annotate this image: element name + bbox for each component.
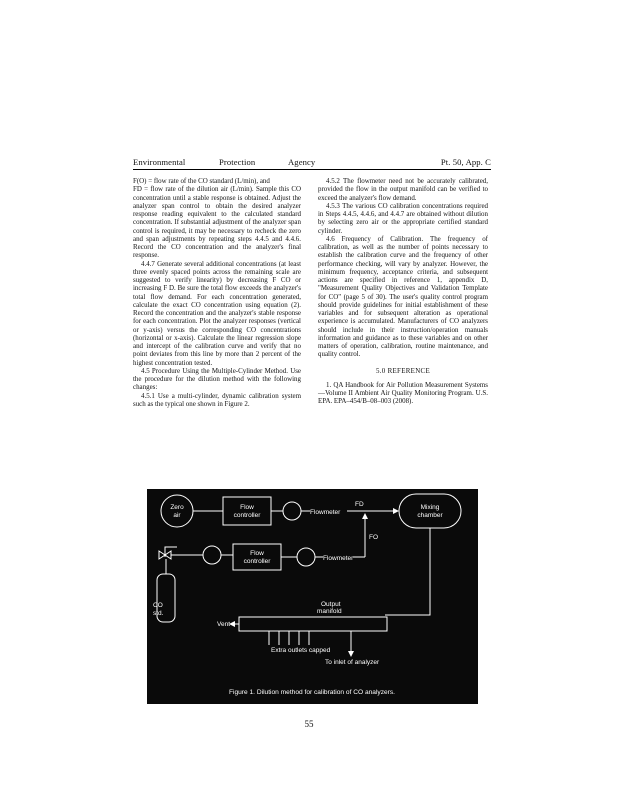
paragraph: FD = flow rate of the dilution air (L/min). Sample this CO concentration until a stable response is obtained. Adjust the analyzer span control to obtain the desired analyzer response reading equivalent to the calculated standard concentration. If substantial adjustment of the analyzer span control is required, it may be necessary to recheck the zero and span adjustments by repeating steps 4.4.5 and 4.4.6. Record the CO concentration and the analyzer's final response.	[133, 185, 301, 260]
flow-controller-label: controller	[233, 512, 261, 519]
valve-bottom-left	[203, 546, 221, 564]
mixing-chamber	[399, 494, 461, 528]
running-header	[133, 156, 491, 170]
paragraph: 4.5 Procedure Using the Multiple-Cylinder Method. Use the procedure for the dilution method with the following changes:	[133, 366, 301, 392]
paragraph: 4.5.3 The various CO calibration concentrations required in Steps 4.4.5, 4.4.6, and 4.4.7 are obtained without dilution by selecting zero air or the appropriate certified standard cylinder.	[318, 201, 488, 235]
output-manifold-label: manifold	[317, 608, 342, 615]
mixing-chamber-label: Mixing	[420, 504, 440, 511]
paragraph: F(O) = flow rate of the CO standard (L/min), and	[133, 177, 270, 185]
header-part-ref: Pt. 50, App. C	[440, 157, 491, 167]
paragraph: 4.6 Frequency of Calibration. The frequency of calibration, as well as the number of points necessary to establish the calibration curve and the frequency of other performance checking, will vary by analyzer. However, the minimum frequency, acceptance criteria, and subsequent actions are specified in reference 1, appendix D, "Measurement Quality Objectives and Validation Template for CO" (page 5 of 30). The user's quality control program should provide guidelines for initial establishment of these variables and for subsequent alteration as operational experience is accumulated. Manufacturers of CO analyzers should include in their instruction/operation manuals information and guidance as to these variables and on other matters of operation, calibration, routine maintenance, and quality control.	[318, 234, 488, 359]
co-std-label: CO	[153, 602, 163, 609]
flowmeter-bottom-label: Flowmeter	[323, 555, 354, 562]
reference-item: 1. QA Handbook for Air Pollution Measurement Systems—Volume II Ambient Air Quality Monitoring Program. U.S. EPA. EPA–454/B–08–003 (2008).	[318, 380, 488, 406]
flow-controller-label: Flow	[250, 550, 264, 557]
output-manifold	[239, 617, 387, 631]
valve-bottom	[297, 548, 315, 566]
zero-air-source	[161, 495, 193, 527]
right-text-column	[318, 177, 488, 406]
page-number: 55	[304, 719, 314, 729]
header-word-1: Environmental	[133, 157, 186, 167]
co-std-label: std.	[153, 610, 164, 617]
flow-controller-label: controller	[243, 558, 271, 565]
header-word-3: Agency	[288, 157, 316, 167]
header-word-2: Protection	[219, 157, 256, 167]
output-manifold-label: Output	[321, 601, 341, 608]
to-inlet-label: To inlet of analyzer	[325, 659, 380, 666]
fd-label: FD	[355, 501, 364, 508]
references-heading: 5.0 REFERENCE	[375, 366, 430, 375]
vent-label: Vent	[217, 621, 231, 628]
fo-label: FO	[369, 534, 379, 541]
zero-air-label: air	[173, 512, 181, 519]
valve-top	[283, 502, 301, 520]
flow-controller-top	[223, 497, 271, 525]
left-text-column	[133, 177, 301, 408]
mixing-chamber-label: chamber	[417, 512, 443, 519]
zero-air-label: Zero	[170, 504, 184, 511]
paragraph: 4.5.1 Use a multi-cylinder, dynamic calibration system such as the typical one shown in Figure 2.	[133, 391, 301, 408]
figure-caption: Figure 1. Dilution method for calibration of CO analyzers.	[228, 689, 396, 696]
dilution-diagram-figure	[147, 489, 478, 704]
flowmeter-top-label: Flowmeter	[310, 509, 341, 516]
flow-controller-label: Flow	[240, 504, 254, 511]
dilution-diagram	[147, 489, 478, 704]
extra-outlets-label: Extra outlets capped	[271, 647, 331, 654]
paragraph: 4.4.7 Generate several additional concentrations (at least three evenly spaced points across the remaining scale are suggested to verify linearity) by decreasing F CO or increasing F D. Be sure the total flow exceeds the analyzer's total flow demand. For each concentration generated, calculate the exact CO concentration using equation (2). Record the concentration and the analyzer's stable response for each concentration. Plot the analyzer responses (vertical or y-axis) versus the corresponding CO concentrations (horizontal or x-axis). Calculate the linear regression slope and intercept of the calibration curve and verify that no point deviates from this line by more than 2 percent of the highest concentration tested.	[133, 259, 301, 367]
paragraph: 4.5.2 The flowmeter need not be accurately calibrated, provided the flow in the output manifold can be verified to exceed the analyzer's flow demand.	[318, 177, 488, 202]
flow-controller-bottom	[233, 544, 281, 570]
